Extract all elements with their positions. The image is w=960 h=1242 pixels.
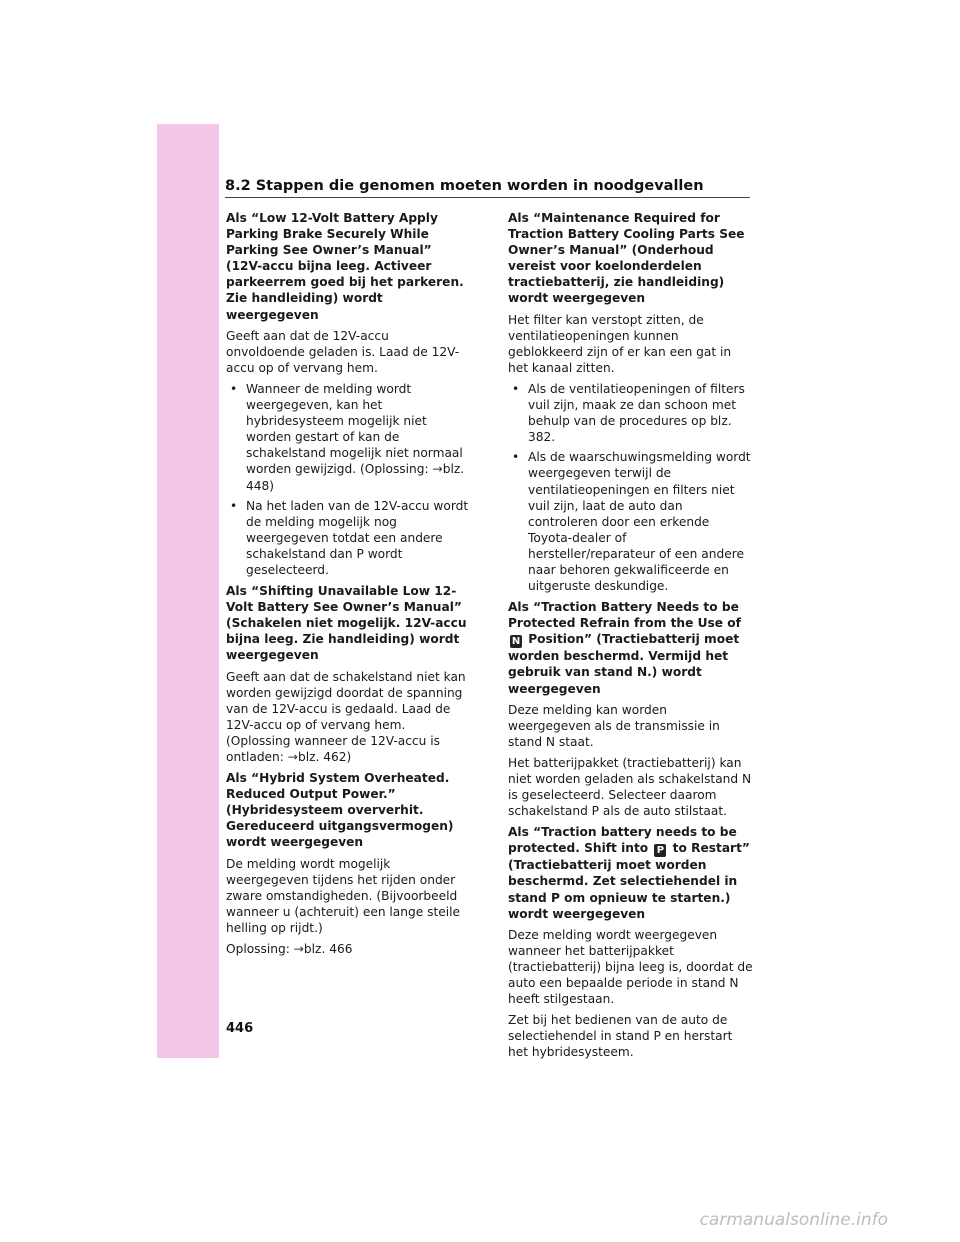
gear-p-icon: P (654, 844, 666, 857)
cooling-maintenance-list (508, 381, 753, 594)
hybrid-overheated-heading: Als “Hybrid System Overheated. Reduced Output Power.” (Hybridesysteem oververhit. Gereduceerd uitgangsvermogen) wordt weergegeven (226, 771, 454, 850)
hybrid-overheated-text: De melding wordt mogelijk weergegeven tijdens het rijden onder zware omstandigheden. (Bijvoorbeeld wanneer u (achteruit) een lange steile helling op rijdt.) (226, 856, 460, 935)
avoid-n-position-text-2: Het batterijpakket (tractiebatterij) kan niet worden geladen als schakelstand N is geselecteerd. Selecteer daarom schakelstand P als de auto stilstaat. (508, 755, 752, 819)
hybrid-overheated-solution: Oplossing: →blz. 466 (226, 942, 353, 957)
low-12v-parking-heading: Als “Low 12-Volt Battery Apply Parking Brake Securely While Parking See Owner’s Manual” (12V-accu bijna leeg. Activeer parkeerrem goed bij het parkeren. Zie handleiding) wordt weergegeven (226, 211, 464, 322)
shifting-unavailable-heading: Als “Shifting Unavailable Low 12-Volt Battery See Owner’s Manual” (Schakelen niet mogelijk. 12V-accu bijna leeg. Zie handleiding) wordt weergegeven (226, 584, 467, 663)
list-item: • Wanneer de melding wordt weergegeven, kan het hybridesysteem mogelijk niet worden gestart of kan de schakelstand mogelijk niet normaal worden gewijzigd. (Oplossing: →blz. 448) (226, 381, 471, 494)
page-reference: →blz. 466 (293, 942, 353, 957)
cooling-maintenance-heading: Als “Maintenance Required for Traction Battery Cooling Parts See Owner’s Manual” (Onderhoud vereist voor koelonderdelen tractiebatterij, zie handleiding) wordt weergegeven (508, 211, 745, 306)
shift-to-p-heading: Als “Traction battery needs to be protected. Shift into P to Restart” (Tractiebatterij moet worden beschermd. Zet selectiehendel in stand P om opnieuw te starten.) wordt weergegeven (508, 825, 750, 921)
shifting-unavailable-text: Geeft aan dat de schakelstand niet kan worden gewijzigd doordat de spanning van de 12V-accu is gedaald. Laad de 12V-accu op of vervang hem. (Oplossing wanneer de 12V-accu is ontladen: →blz. 462) (226, 669, 466, 764)
page-reference: →blz. 448) (246, 462, 465, 493)
list-item: • Als de waarschuwingsmelding wordt weergegeven terwijl de ventilatieopeningen en filters niet vuil zijn, laat de auto dan controleren door een erkende Toyota-dealer of hersteller/reparateur of een andere naar behoren gekwalificeerde en uitgeruste deskundige. (508, 449, 753, 594)
list-item: • Als de ventilatieopeningen of filters vuil zijn, maak ze dan schoon met behulp van de procedures op blz. 382. (508, 381, 753, 445)
page-number: 446 (226, 1021, 254, 1036)
gear-n-icon: N (511, 636, 521, 648)
right-column (508, 210, 753, 1066)
low-12v-parking-text: Geeft aan dat de 12V-accu onvoldoende geladen is. Laad de 12V-accu op of vervang hem. (226, 328, 460, 375)
avoid-n-position-text-1: Deze melding kan worden weergegeven als de transmissie in stand N staat. (508, 702, 720, 749)
list-item: • Na het laden van de 12V-accu wordt de melding mogelijk nog weergegeven totdat een andere schakelstand dan P wordt geselecteerd. (226, 498, 471, 578)
watermark: carmanualsonline.info (699, 1210, 888, 1230)
low-12v-parking-list (226, 381, 471, 578)
shift-to-p-text-1: Deze melding wordt weergegeven wanneer het batterijpakket (tractiebatterij) bijna leeg is, doordat de auto een bepaalde periode in stand N heeft stilgestaan. (508, 927, 753, 1007)
chapter-tab-sidebar (157, 124, 219, 1058)
cooling-maintenance-text: Het filter kan verstopt zitten, de ventilatieopeningen kunnen geblokkeerd zijn of er kan een gat in het kanaal zitten. (508, 312, 732, 375)
avoid-n-position-heading: Als “Traction Battery Needs to be Protected Refrain from the Use of N Position” (Tractiebatterij moet worden beschermd. Vermijd het gebruik van stand N.) wordt weergegeven (508, 600, 741, 696)
page-reference: →blz. 462) (287, 750, 352, 764)
shift-to-p-text-2: Zet bij het bedienen van de auto de selectiehendel in stand P en herstart het hybridesysteem. (508, 1013, 733, 1060)
left-column (226, 210, 471, 962)
section-header: 8.2 Stappen die genomen moeten worden in noodgevallen (225, 178, 750, 198)
